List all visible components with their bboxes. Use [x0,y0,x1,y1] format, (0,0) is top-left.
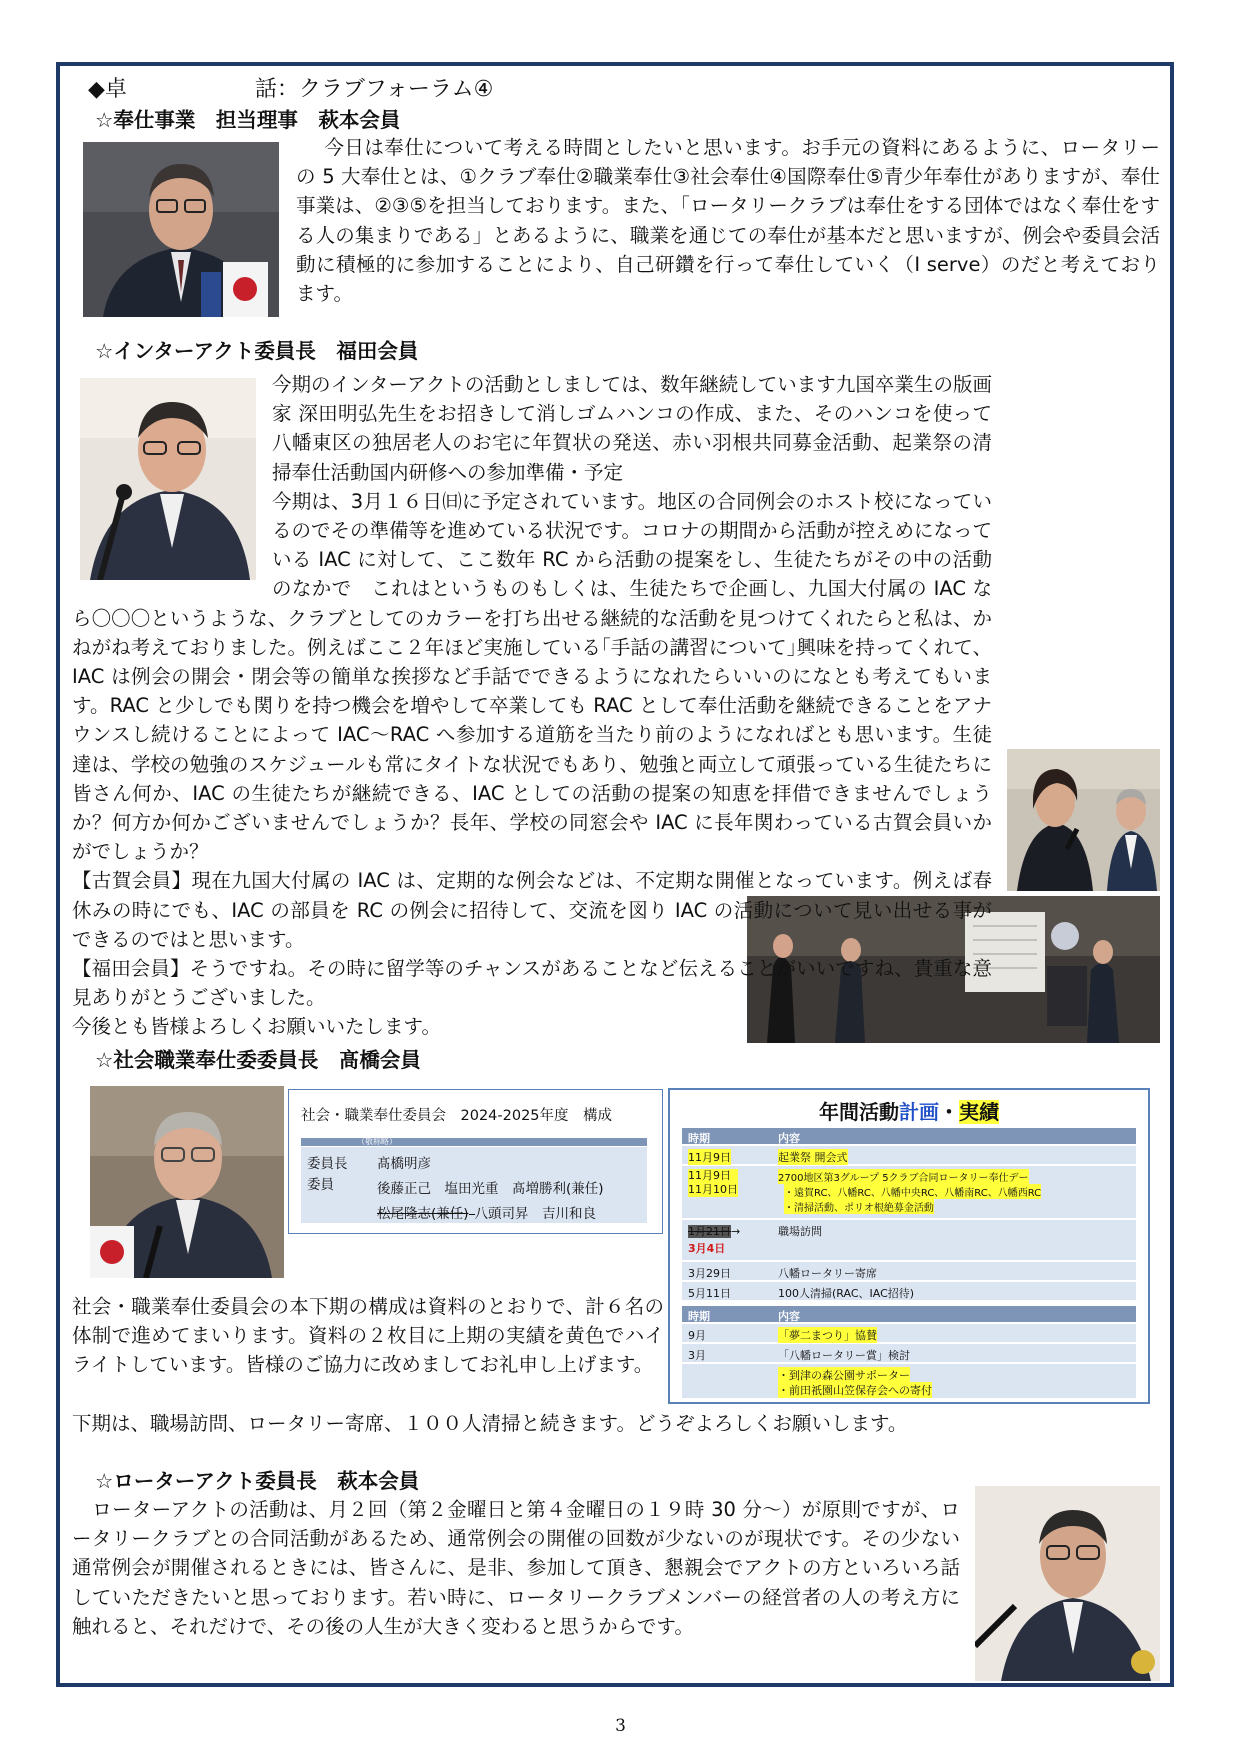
activity-row-5 [682,1282,1136,1300]
row4-content: 八幡ロータリー寄席 [778,1267,877,1280]
interact-p4: 【福田会員】そうですね。その時に留学等のチャンスがあることなど伝えることがいいですね、貴重な意見ありがとうございました。 [72,957,992,1010]
r23-content: ・到津の森公園サポーター [778,1369,910,1382]
interact-p1: 今期のインターアクトの活動としましては、数年継続しています九国卒業生の版画家 深田明弘先生をお招きして消しゴムハンコの作成、また、そのハンコを使って八幡東区の独居老人のお宅に年賀状の発送、赤い羽根共同募金活動、起業祭の清掃奉仕活動国内研修への参加準備・予定 [272,373,992,484]
interact-p5: 今後とも皆様よろしくお願いいたします。 [72,1015,441,1039]
r22-date: 3月 [688,1349,706,1362]
committee-note: （敬称略） [357,1137,397,1146]
r22-content: 「八幡ロータリー賞」検討 [778,1349,910,1362]
members-line1: 後藤正己 塩田光重 髙増勝利(兼任) [377,1181,604,1197]
activity-row-4 [682,1262,1136,1280]
row3-content: 職場訪問 [778,1225,822,1238]
members-line2 [377,1202,596,1222]
interact-p2: 今期は、3月１６日㈰に予定されています。地区の合同例会のホスト校になっているのでその準備等を進めている状況です。コロナの期間から活動が控えめになっている IAC に対して、ここ数年 RC から活動の提案をし、生徒たちがその中の活動のなかで これはというものもしくは、生徒たちで企画し、九国大付属の IAC なら〇〇〇というような、クラブとしてのカラーを打ち出せる継続的な活動を見つけてくれたらと私は、かねがね考えておりました。例えばここ２年ほど実施している｢手話の講習について｣興味を持ってくれて、IAC は例会の開会・閉会等の簡単な挨拶など手話でできるようになれたらいいのになとも考えてもいます。RAC と少しでも関りを持つ機会を増やして卒業しても RAC として奉仕活動を継続できることをアナウンスし続けることによって IAC〜RAC へ参加する道筋を当たり前のようになればとも思います。生徒達は、学校の勉強のスケジュールも常にタイトな状況でもあり、勉強と両立して頑張っている生徒たちに皆さん何か、IAC の生徒たちが継続できる、IAC としての活動の提案の知恵を拝借できませんでしょうか？何方か何かございませんでしょうか？長年、学校の同窓会や IAC に長年関わっている古賀会員いかがでしょうか？ [72,489,992,864]
title-suffix: 話：クラブフォーラム④ [254,77,494,102]
r24-content: ・前田祇園山笠保存会への寄付 [778,1384,932,1397]
title-prefix: ◆卓 [88,77,127,102]
col-content-2: 内容 [778,1310,800,1323]
rotaract-text: ローターアクトの活動は、月２回（第２金曜日と第４金曜日の１９時 30 分〜）が原則ですが、ロータリークラブとの合同活動があるため、通常例会の開催の回数が少ないのが現状です。その少ない通常例会が開催されるときには、皆さんに、是非、参加して頂き、懇親会でアクトの方といろいろ話していただきたいと思っております。若い時に、ロータリークラブメンバーの経営者の人の考え方に触れると、それだけで、その後の人生が大きく変わると思うからです。 [72,1498,960,1638]
row2-sub2: ・清掃活動、ポリオ根絶募金活動 [784,1199,934,1214]
member-struck: 松尾隆志(兼任) [377,1206,469,1222]
members-rest: 八頭司昇 吉川和良 [474,1206,597,1222]
row1-date: 11月9日 [688,1151,731,1164]
committee-header-bar [301,1138,647,1146]
committee-title: 社会・職業奉仕委員会 2024-2025年度 構成 [301,1108,613,1124]
row3-date-struck: 1月21日 [688,1225,731,1238]
hoshi-body [296,133,1160,308]
heading-hoshi: ☆奉仕事業 担当理事 萩本会員 [95,108,401,132]
activity-row-3 [682,1220,1136,1260]
wrap-spacer-right [992,750,1160,1130]
committee-table [288,1089,663,1234]
chair-label: 委員長 [307,1156,348,1172]
col-date-2: 時期 [688,1310,710,1323]
row2-sub1: ・遠賀RC、八幡RC、八幡中央RC、八幡南RC、八幡西RC [784,1184,1041,1199]
activity2-row-1 [682,1324,1136,1342]
rotaract-body [72,1495,960,1641]
photo-takahashi-speaking [90,1086,284,1278]
member-label: 委員 [307,1177,334,1193]
activity-header-2 [682,1306,1136,1322]
activity-table [668,1088,1150,1404]
photo-hagimoto-speaking [83,142,279,317]
col-content-1: 内容 [778,1132,800,1145]
activity-row-2 [682,1166,1136,1218]
activity-title [670,1096,1148,1125]
col-date-1: 時期 [688,1132,710,1145]
row3-date-new: 3月4日 [688,1242,726,1255]
activity-title-result: 実績 [959,1100,999,1124]
shakai-body: 社会・職業奉仕委員会の本下期の構成は資料のとおりで、計６名の体制で進めてまいります。資料の２枚目に上期の実績を黄色でハイライトしています。皆様のご協力に改めましてお礼申し上げます。 [72,1295,664,1377]
r21-date: 9月 [688,1329,706,1342]
activity2-row-3 [682,1364,1136,1398]
activity-row-1 [682,1146,1136,1164]
row4-date: 3月29日 [688,1267,731,1280]
activity-title-plain: 年間活動 [819,1100,899,1124]
chair-name: 髙橋明彦 [377,1156,431,1172]
row5-date: 5月11日 [688,1287,731,1300]
r21-content: 「夢二まつり」協賛 [778,1329,877,1342]
shakai-last: 下期は、職場訪問、ロータリー寄席、１００人清掃と続きます。どうぞよろしくお願いします。 [72,1412,908,1435]
activity-title-dot: ・ [939,1100,959,1124]
row3-date [688,1223,740,1239]
interact-p3: 【古賀会員】現在九国大付属の IAC は、定期的な例会などは、不定期な開催となっています。例えば春休みの時にでも、IAC の部員を RC の例会に招待して、交流を図り IAC の活動について見い出せる事ができるのではと思います。 [72,869,992,951]
heading-interact: ☆インターアクト委員長 福田会員 [95,339,419,363]
row2-date: 11月9日 11月10日 [688,1169,738,1196]
wrap-spacer-left [72,370,272,575]
photo-hagimoto-rotaract [975,1486,1160,1681]
heading-shakai: ☆社会職業奉仕委委員長 髙橋会員 [95,1048,421,1072]
heading-rotaract: ☆ローターアクト委員長 萩本会員 [95,1469,420,1493]
forum-title [88,75,493,105]
hoshi-text: 今日は奉仕について考える時間としたいと思います。お手元の資料にあるように、ロータリーの 5 大奉仕とは、①クラブ奉仕②職業奉仕③社会奉仕④国際奉仕⑤青少年奉仕がありますが、奉仕事業は、②③⑤を担当しております。また、「ロータリークラブは奉仕をする団体ではなく奉仕をする人の集まりである」とあるように、職業を通じての奉仕が基本だと思いますが、例会や委員会活動に積極的に参加することにより、自己研鑽を行って奉仕していく（I serve）のだと考えております。 [296,136,1160,306]
activity-title-plan: 計画 [899,1100,939,1124]
activity2-row-2 [682,1344,1136,1362]
row5-content: 100人清掃(RAC、IAC招待) [778,1287,915,1300]
page-number: 3 [615,1716,626,1736]
row3-arrow: → [731,1225,741,1238]
row2-content: 2700地区第3グループ 5クラブ合同ロータリー奉仕デー [778,1169,1029,1184]
row1-content: 起業祭 開会式 [778,1151,848,1164]
activity-header-1 [682,1128,1136,1144]
